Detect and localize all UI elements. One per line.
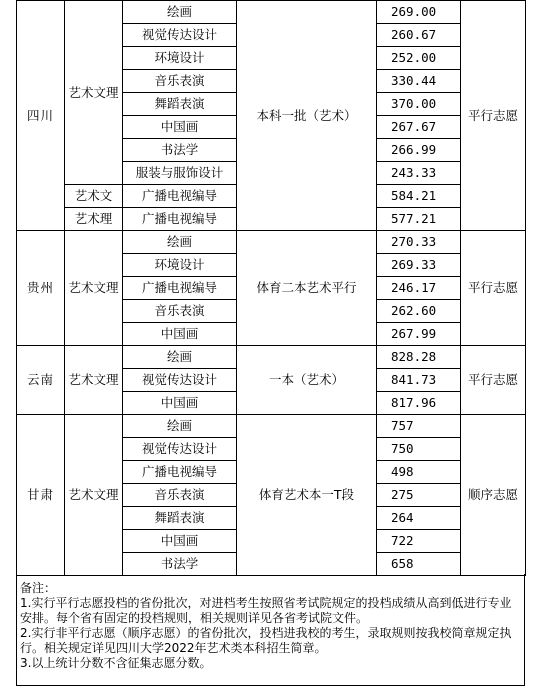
method-cell: 顺序志愿 (461, 415, 526, 576)
subject-cell: 艺术理 (65, 208, 123, 231)
major-cell: 视觉传达设计 (123, 24, 237, 47)
score-cell: 266.99 (377, 139, 461, 162)
table-body (17, 1, 526, 576)
major-cell: 绘画 (123, 1, 237, 24)
score-cell: 828.28 (377, 346, 461, 369)
subject-cell: 艺术文理 (65, 231, 123, 346)
major-cell: 中国画 (123, 323, 237, 346)
score-cell: 577.21 (377, 208, 461, 231)
major-cell: 中国画 (123, 392, 237, 415)
table-row (17, 231, 526, 254)
table-row (17, 415, 526, 438)
score-cell: 757 (377, 415, 461, 438)
notes-heading: 备注： (20, 581, 57, 595)
score-cell: 246.17 (377, 277, 461, 300)
score-cell: 262.60 (377, 300, 461, 323)
score-cell: 330.44 (377, 70, 461, 93)
score-cell: 267.67 (377, 116, 461, 139)
score-cell: 275 (377, 484, 461, 507)
score-cell: 658 (377, 553, 461, 576)
major-cell: 广播电视编导 (123, 277, 237, 300)
score-cell: 260.67 (377, 24, 461, 47)
major-cell: 舞蹈表演 (123, 93, 237, 116)
major-cell: 书法学 (123, 139, 237, 162)
major-cell: 舞蹈表演 (123, 507, 237, 530)
score-cell: 584.21 (377, 185, 461, 208)
score-cell: 264 (377, 507, 461, 530)
subject-cell: 艺术文理 (65, 1, 123, 185)
subject-cell: 艺术文理 (65, 415, 123, 576)
batch-cell: 体育二本艺术平行 (237, 231, 377, 346)
method-cell: 平行志愿 (461, 346, 526, 415)
subject-cell: 艺术文 (65, 185, 123, 208)
major-cell: 绘画 (123, 231, 237, 254)
major-cell: 中国画 (123, 116, 237, 139)
major-cell: 绘画 (123, 415, 237, 438)
score-cell: 498 (377, 461, 461, 484)
major-cell: 广播电视编导 (123, 208, 237, 231)
province-cell: 甘肃 (17, 415, 65, 576)
major-cell: 广播电视编导 (123, 185, 237, 208)
score-cell: 722 (377, 530, 461, 553)
major-cell: 服装与服饰设计 (123, 162, 237, 185)
note-item: 3.以上统计分数不含征集志愿分数。 (20, 656, 212, 670)
score-cell: 270.33 (377, 231, 461, 254)
major-cell: 绘画 (123, 346, 237, 369)
table-row (17, 1, 526, 24)
score-cell: 269.00 (377, 1, 461, 24)
batch-cell: 体育艺术本一T段 (237, 415, 377, 576)
major-cell: 音乐表演 (123, 484, 237, 507)
method-cell: 平行志愿 (461, 1, 526, 231)
major-cell: 中国画 (123, 530, 237, 553)
major-cell: 视觉传达设计 (123, 369, 237, 392)
major-cell: 环境设计 (123, 254, 237, 277)
major-cell: 环境设计 (123, 47, 237, 70)
note-item: 2.实行非平行志愿（顺序志愿）的省份批次，投档进我校的考生，录取规则按我校简章规定执行。相关规定详见四川大学2022年艺术类本科招生简章。 (20, 626, 512, 655)
admission-score-table (16, 0, 526, 576)
major-cell: 音乐表演 (123, 300, 237, 323)
score-cell: 243.33 (377, 162, 461, 185)
method-cell: 平行志愿 (461, 231, 526, 346)
score-cell: 269.33 (377, 254, 461, 277)
batch-cell: 一本（艺术） (237, 346, 377, 415)
note-item: 1.实行平行志愿投档的省份批次，对进档考生按照省考试院规定的投档成绩从高到低进行专业安排。每个省有固定的投档规则，相关规则详见各省考试院文件。 (20, 596, 512, 625)
province-cell: 四川 (17, 1, 65, 231)
score-cell: 841.73 (377, 369, 461, 392)
major-cell: 视觉传达设计 (123, 438, 237, 461)
score-cell: 750 (377, 438, 461, 461)
batch-cell: 本科一批（艺术） (237, 1, 377, 231)
major-cell: 广播电视编导 (123, 461, 237, 484)
score-cell: 370.00 (377, 93, 461, 116)
major-cell: 书法学 (123, 553, 237, 576)
table-row (17, 346, 526, 369)
major-cell: 音乐表演 (123, 70, 237, 93)
score-cell: 252.00 (377, 47, 461, 70)
subject-cell: 艺术文理 (65, 346, 123, 415)
score-cell: 267.99 (377, 323, 461, 346)
province-cell: 云南 (17, 346, 65, 415)
province-cell: 贵州 (17, 231, 65, 346)
score-cell: 817.96 (377, 392, 461, 415)
notes-box (16, 574, 525, 686)
